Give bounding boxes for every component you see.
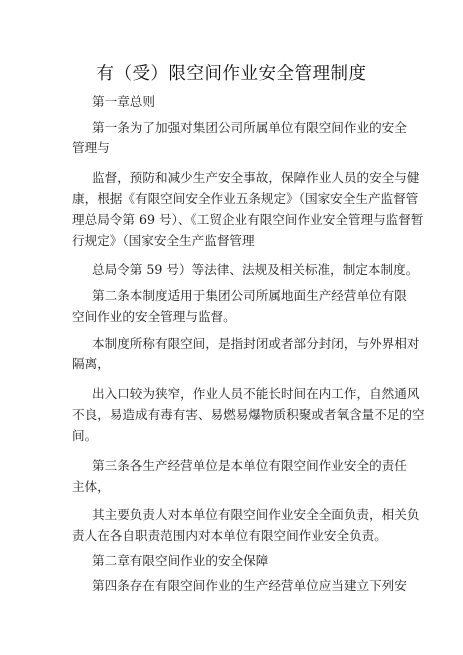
body-line: 不良，易造成有毒有害、易燃易爆物质积聚或者氧含量不足的空 — [72, 407, 425, 422]
body-line: 出入口较为狭窄，作业人员不能长时间在内工作，自然通风 — [92, 386, 420, 401]
body-line: 第二章有限空间作业的安全保障 — [92, 553, 269, 568]
body-line: 主体， — [72, 479, 110, 494]
body-line: 理总局令第 69 号）、《工贸企业有限空间作业安全管理与监督暂 — [72, 212, 424, 227]
body-line: 第一条为了加强对集团公司所属单位有限空间作业的安全 — [92, 120, 407, 135]
document-title: 有（受）限空间作业安全管理制度 — [96, 64, 367, 84]
body-line: 其主要负责人对本单位有限空间作业安全全面负责，相关负 — [92, 507, 420, 522]
body-line: 本制度所称有限空间，是指封闭或者部分封闭，与外界相对 — [92, 336, 420, 351]
body-line: 监督，预防和减少生产安全事故，保障作业人员的安全与健 — [92, 170, 420, 185]
body-line: 第一章总则 — [92, 94, 155, 109]
body-line: 管理与 — [72, 140, 110, 155]
body-line: 责人在各自职责范围内对本单位有限空间作业安全负责。 — [72, 528, 387, 543]
body-line: 间。 — [72, 428, 98, 443]
body-line: 隔离， — [72, 356, 110, 371]
body-line: 康，根据《有限空间安全作业五条规定》（国家安全生产监督管 — [72, 191, 419, 206]
body-line: 行规定》（国家安全生产监督管理 — [72, 233, 255, 248]
body-line: 第三条各生产经营单位是本单位有限空间作业安全的责任 — [92, 458, 407, 473]
body-line: 第四条存在有限空间作业的生产经营单位应当建立下列安 — [92, 578, 407, 593]
body-line: 第二条本制度适用于集团公司所属地面生产经营单位有限 — [92, 288, 407, 303]
body-line: 总局令第 59 号）等法律、法规及相关标准，制定本制度。 — [92, 262, 419, 277]
body-line: 空间作业的安全管理与监督。 — [72, 309, 236, 324]
